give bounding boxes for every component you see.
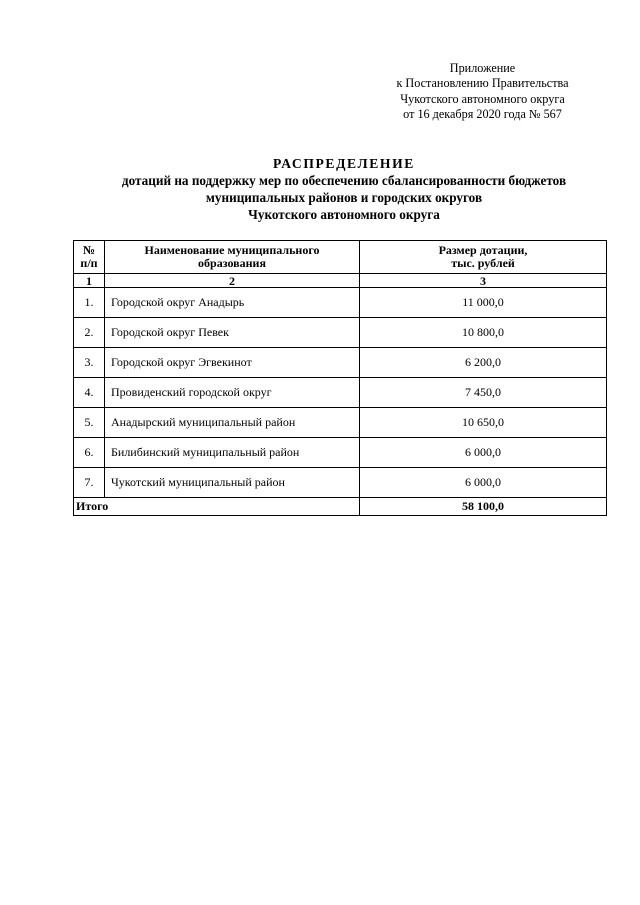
- table-row: [74, 318, 607, 348]
- table-row: [74, 288, 607, 318]
- row-amount: 10 650,0: [360, 408, 607, 438]
- header-name: Наименование муниципального образования: [105, 241, 360, 274]
- distribution-table: [73, 240, 607, 516]
- table-row: [74, 378, 607, 408]
- document-subtitle: муниципальных районов и городских округов: [205, 190, 483, 205]
- table-row: [74, 468, 607, 498]
- appendix-line: от 16 декабря 2020 года № 567: [403, 107, 562, 122]
- row-number: 1.: [74, 288, 105, 318]
- table-row: [74, 438, 607, 468]
- column-number: 1: [74, 274, 105, 288]
- row-number: 7.: [74, 468, 105, 498]
- row-amount: 6 000,0: [360, 468, 607, 498]
- row-amount: 11 000,0: [360, 288, 607, 318]
- row-number: 6.: [74, 438, 105, 468]
- row-amount: 6 000,0: [360, 438, 607, 468]
- table-row: [74, 348, 607, 378]
- document-heading: [72, 155, 616, 223]
- header-number: № п/п: [74, 241, 105, 274]
- appendix-line: Приложение: [449, 61, 516, 75]
- appendix-line: к Постановлению Правительства: [396, 76, 569, 91]
- row-name: Провиденский городской округ: [105, 378, 360, 408]
- row-amount: 7 450,0: [360, 378, 607, 408]
- document-subtitle: дотаций на поддержку мер по обеспечению сбалансированности бюджетов: [121, 173, 567, 188]
- row-amount: 10 800,0: [360, 318, 607, 348]
- row-name: Городской округ Анадырь: [105, 288, 360, 318]
- row-name: Городской округ Певек: [105, 318, 360, 348]
- row-number: 3.: [74, 348, 105, 378]
- row-amount: 6 200,0: [360, 348, 607, 378]
- table-header-row: [74, 241, 607, 274]
- document-title: РАСПРЕДЕЛЕНИЕ: [273, 156, 415, 171]
- row-name: Анадырский муниципальный район: [105, 408, 360, 438]
- row-name: Чукотский муниципальный район: [105, 468, 360, 498]
- row-number: 4.: [74, 378, 105, 408]
- row-name: Городской округ Эгвекинот: [105, 348, 360, 378]
- header-amount: Размер дотации, тыс. рублей: [360, 241, 607, 274]
- row-number: 5.: [74, 408, 105, 438]
- appendix-block: [360, 61, 605, 123]
- row-name: Билибинский муниципальный район: [105, 438, 360, 468]
- table-row: [74, 408, 607, 438]
- total-row: [74, 498, 607, 516]
- column-number: 2: [105, 274, 360, 288]
- appendix-line: Чукотского автономного округа: [400, 91, 565, 106]
- row-number: 2.: [74, 318, 105, 348]
- total-amount: 58 100,0: [360, 498, 607, 516]
- column-number-row: [74, 274, 607, 288]
- document-subtitle: Чукотского автономного округа: [248, 207, 440, 222]
- total-label: Итого: [74, 498, 360, 516]
- column-number: 3: [360, 274, 607, 288]
